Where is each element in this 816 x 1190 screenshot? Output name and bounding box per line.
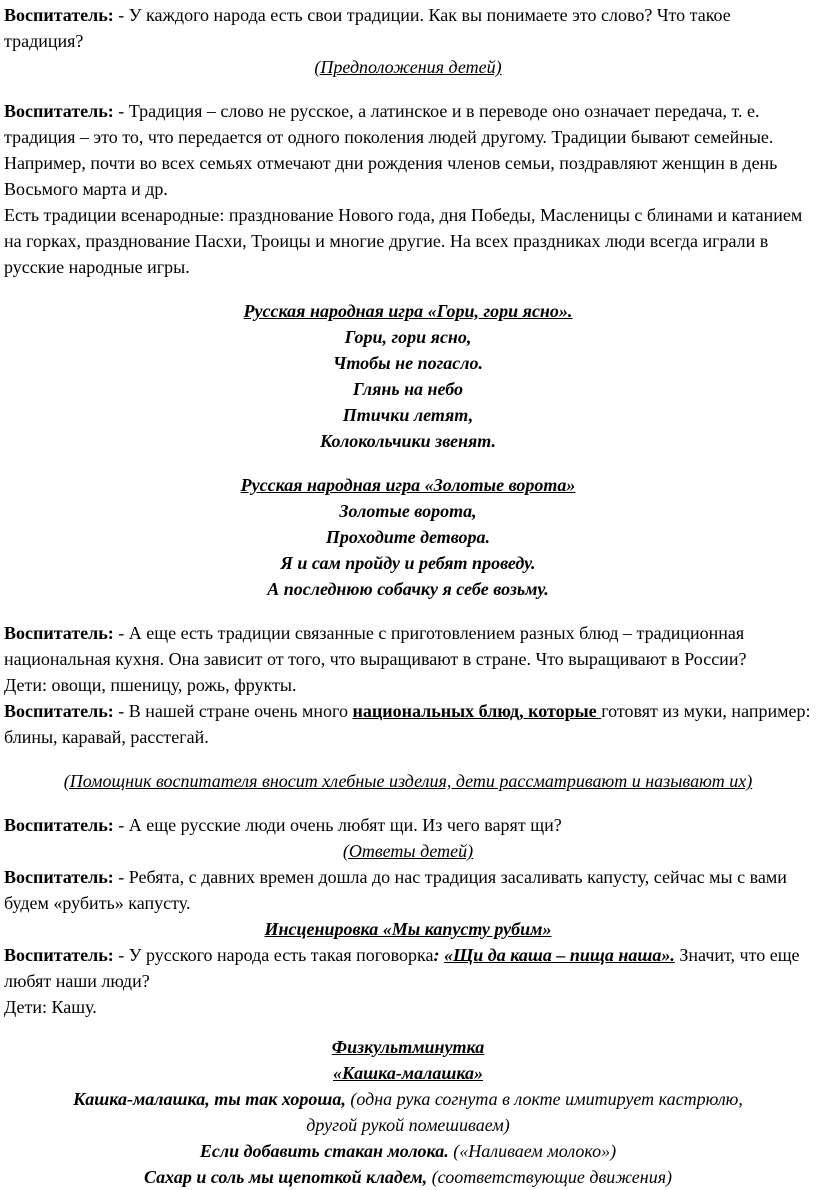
paragraph-text: готовят из муки, например: блины, каравай, расстегай. [4, 701, 811, 747]
spacer [4, 750, 812, 768]
verse-line: Чтобы не погасло. [332, 353, 484, 373]
paragraph-tradition [4, 98, 812, 202]
stage-note: (Ответы детей) [342, 841, 474, 861]
speaker-label: Воспитатель: [4, 815, 114, 835]
proverb-text: «Щи да каша – пища наша». [444, 945, 675, 965]
paragraph-text: - Традиция – слово не русское, а латинское и в переводе оно означает передача, т. е. традиция – это то, что передается от одного поколения людей другому. Традиции бывают семейные. Например, почти во всех семьях отмечают дни рождения членов семьи, поздравляют женщин в день Восьмого марта и др. [4, 101, 778, 199]
paragraph-cuisine [4, 620, 812, 672]
paragraph-cabbage [4, 864, 812, 916]
paragraph-national-traditions: Есть традиции всенародные: празднование Нового года, дня Победы, Масленицы с блинами и катанием на горках, празднование Пасхи, Троицы и многие другие. На всех праздниках люди всегда играли в русские народные игры. [4, 205, 803, 277]
exercise-line [4, 1112, 812, 1138]
paragraph-text: Значит, что еще любят наши люди? [4, 945, 800, 991]
paragraph-text: - А еще есть традиции связанные с приготовлением разных блюд – традиционная национальная кухня. Она зависит от того, что выращивают в стране. Что выращивают в России? [4, 623, 747, 669]
paragraph-flour-dishes [4, 698, 812, 750]
spacer [4, 1020, 812, 1034]
paragraph-intro [4, 2, 812, 54]
stage-note: (Помощник воспитателя вносит хлебные изделия, дети рассматривают и называют их) [63, 771, 753, 791]
paragraph-shchi [4, 812, 812, 838]
paragraph-text: - У русского народа есть такая поговорка [113, 945, 434, 965]
exercise-line [4, 1086, 812, 1112]
spacer [4, 794, 812, 812]
game-title: Русская народная игра «Гори, гори ясно». [243, 301, 573, 321]
verse-line: Проходите детвора. [325, 527, 491, 547]
verse-line: Птички летят, [342, 405, 474, 425]
game-title: Русская народная игра «Золотые ворота» [240, 475, 576, 495]
colon-text: : [433, 945, 445, 965]
spacer [4, 80, 812, 98]
exercise-line [4, 1164, 812, 1190]
verse-line: Глянь на небо [352, 379, 464, 399]
verse-line: Гори, гори ясно, [344, 327, 472, 347]
speaker-label: Воспитатель: [4, 5, 114, 25]
exercise-movement: (одна рука согнута в локте имитирует кастрюлю, [345, 1089, 743, 1109]
paragraph-text: - У каждого народа есть свои традиции. Как вы понимаете это слово? Что такое традиция? [4, 5, 731, 51]
exercise-verse: Сахар и соль мы щепоткой кладем, [143, 1167, 428, 1187]
paragraph-text: - А еще русские люди очень любят щи. Из чего варят щи? [113, 815, 562, 835]
exercise-movement: (соответствующие движения) [427, 1167, 673, 1187]
verse-line: Золотые ворота, [339, 501, 477, 521]
verse-line: Колокольчики звенят. [320, 431, 496, 451]
speaker-label: Воспитатель: [4, 867, 114, 887]
staging-title: Инсценировка «Мы капусту рубим» [264, 919, 552, 939]
exercise-movement: («Наливаем молоко») [448, 1141, 617, 1161]
exercise-verse: Если добавить стакан молока. [199, 1141, 449, 1161]
exercise-movement: другой рукой помешиваем) [306, 1115, 510, 1135]
speaker-label: Воспитатель: [4, 701, 114, 721]
verse-line: Я и сам пройду и ребят проведу. [280, 553, 536, 573]
stage-note: (Предположения детей) [314, 57, 502, 77]
exercise-subtitle: «Кашка-малашка» [332, 1063, 484, 1083]
verse-line: А последнюю собачку я себе возьму. [267, 579, 549, 599]
spacer [4, 280, 812, 298]
exercise-line [4, 1138, 812, 1164]
emphasis-text: национальных блюд, которые [352, 701, 602, 721]
paragraph-proverb [4, 942, 812, 994]
spacer [4, 454, 812, 472]
paragraph-text: - Ребята, с давних времен дошла до нас традиция засаливать капусту, сейчас мы с вами будем «рубить» капусту. [4, 867, 787, 913]
exercise-verse: Кашка-малашка, ты так хороша, [73, 1089, 346, 1109]
children-answer: Дети: Кашу. [4, 997, 97, 1017]
speaker-label: Воспитатель: [4, 945, 114, 965]
speaker-label: Воспитатель: [4, 101, 114, 121]
children-answer: Дети: овощи, пшеницу, рожь, фрукты. [4, 675, 297, 695]
speaker-label: Воспитатель: [4, 623, 114, 643]
exercise-title: Физкультминутка [331, 1037, 485, 1057]
spacer [4, 602, 812, 620]
paragraph-text: - В нашей стране очень много [113, 701, 353, 721]
